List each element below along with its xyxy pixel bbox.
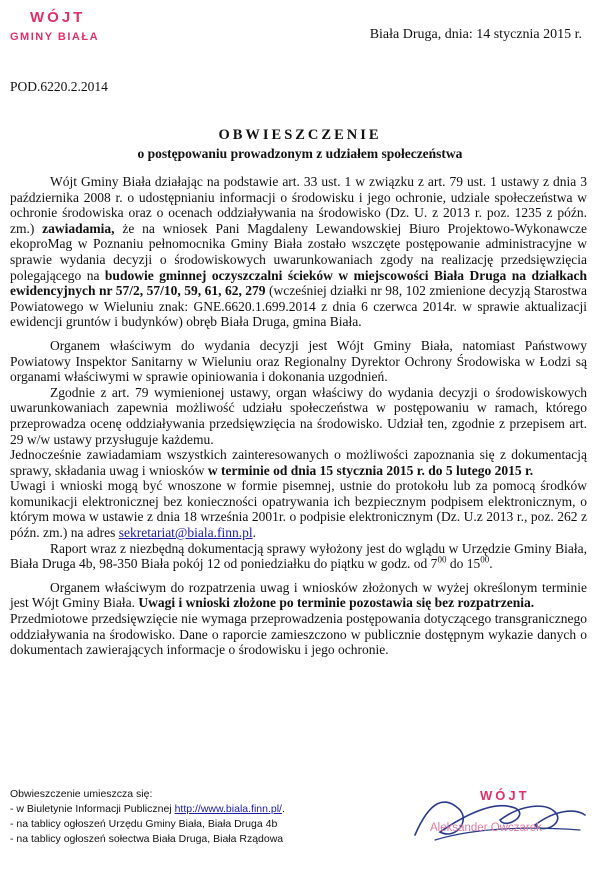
notice-body bbox=[10, 174, 587, 658]
signature-stamp-name: Aleksander Owczarek bbox=[430, 822, 542, 834]
notice-title: OBWIESZCZENIE bbox=[218, 127, 382, 143]
paragraph-7: Organem właściwym do rozpatrzenia uwag i wniosków złożonych w wyżej określonym terminie jest Wójt Gminy Biała. Uwagi i wnioski złożone po terminie pozostawia się bez rozpatrzenia. bbox=[10, 579, 587, 611]
paragraph-5: Uwagi i wnioski mogą być wnoszone w formie pisemnej, ustnie do protokołu lub za pomocą środków komunikacji elektronicznej bez konieczności opatrywania ich bezpiecznym podpisem elektronicznym, o którym mowa w ustawie z dnia 18 września 2001r. o podpisie elektronicznym (Dz. U.z 2013 r., poz. 262 z późn. zm.) na adres sekretariat@biala.finn.pl. bbox=[10, 478, 587, 541]
notice-subtitle: o postępowaniu prowadzonym z udziałem społeczeństwa bbox=[137, 146, 463, 161]
reference-number: POD.6220.2.2014 bbox=[10, 79, 108, 94]
signature-stamp-title: WÓJT bbox=[480, 788, 530, 803]
paragraph-4: Jednocześnie zawiadamiam wszystkich zainteresowanych o możliwości zapoznania się z dokumentacją sprawy, składania uwag i wniosków w terminie od dnia 15 stycznia 2015 r. do 5 lutego 2015 r. bbox=[10, 447, 587, 478]
stamp-wojt: WÓJT bbox=[30, 9, 86, 26]
paragraph-3: Zgodnie z art. 79 wymienionej ustawy, organ właściwy do wydania decyzji o środowiskowych uwarunkowaniach zapewnia możliwość udziału społeczeństwa w postępowaniu w ramach, którego przeprowadza ocenę oddziaływania przedsięwzięcia na środowisko. Udział ten, zgodnie z przepisem art. 29 w/w ustawy przysługuje każdemu. bbox=[10, 384, 587, 447]
email-link[interactable]: sekretariat@biala.finn.pl bbox=[118, 525, 253, 541]
paragraph-8: Przedmiotowe przedsięwzięcie nie wymaga przeprowadzenia postępowania dotyczącego transgranicznego oddziaływania na środowisko. Dane o raporcie zamieszczono w publicznie dostępnym wykazie danych o dokumentach zawierających informacje o środowisku i jego ochronie. bbox=[10, 611, 587, 658]
footer-item-solectwo: - na tablicy ogłoszeń sołectwa Biała Druga, Biała Rządowa bbox=[10, 833, 284, 845]
paragraph-6: Raport wraz z niezbędną dokumentacją sprawy wyłożony jest do wglądu w Urzędzie Gminy Biała, Biała Druga 4b, 98-350 Biała pokój 12 od poniedziałku do piątku w godz. od $7^{00}$ do $15^{00}$. bbox=[10, 540, 587, 572]
stamp-gminy-biala: GMINY BIAŁA bbox=[10, 31, 100, 43]
paragraph-1: Wójt Gminy Biała działając na podstawie art. 33 ust. 1 w związku z art. 79 ust. 1 ustawy z dnia 3 października 2008 r. o udostępnianiu informacji o środowisku i jego ochronie, udziale społeczeństwa w ochronie środowiska oraz o ocenach oddziaływania na środowisko (Dz. U. z 2013 r. poz. 1235 z późn. zm.) zawiadamia, że na wniosek Pani Magdaleny Lewandowskiej Biuro Projektowo-Wykonawcze ekoproMag w Poznaniu pełnomocnika Gminy Biała zostało wszczęte postępowanie administracyjne w sprawie wydania decyzji o środowiskowych uwarunkowaniach zgody na realizację przedsięwzięcia polegającego na budowie gminnej oczyszczalni ścieków w miejscowości Biała Druga na działkach ewidencyjnych nr 57/2, 57/10, 59, 61, 62, 279 (wcześniej działki nr 98, 102 zmienione decyzją Starostwa Powiatowego w Wieluniu znak: GNE.6620.1.699.2014 z dnia 6 czerwca 2014r. w sprawie aktualizacji ewidencji gruntów i budynków) obręb Biała Druga, gmina Biała. bbox=[10, 174, 588, 330]
paragraph-2: Organem właściwym do wydania decyzji jest Wójt Gminy Biała, natomiast Państwowy Powiatowy Inspektor Sanitarny w Wieluniu oraz Regionalny Dyrektor Ochrony Środowiska w Łodzi są organami właściwymi w sprawie opiniowania i dokonania uzgodnień. bbox=[10, 337, 587, 385]
footer-item-urzad: - na tablicy ogłoszeń Urzędu Gminy Biała, Biała Druga 4b bbox=[10, 818, 278, 830]
footer-heading: Obwieszczenie umieszcza się: bbox=[10, 788, 153, 800]
footer-item-bip: - w Biuletynie Informacji Publicznej http://www.biala.finn.pl/. bbox=[10, 803, 285, 815]
document-date: Biała Druga, dnia: 14 stycznia 2015 r. bbox=[369, 27, 582, 42]
footer-distribution bbox=[10, 787, 285, 847]
bip-link[interactable]: http://www.biala.finn.pl/ bbox=[174, 803, 282, 815]
